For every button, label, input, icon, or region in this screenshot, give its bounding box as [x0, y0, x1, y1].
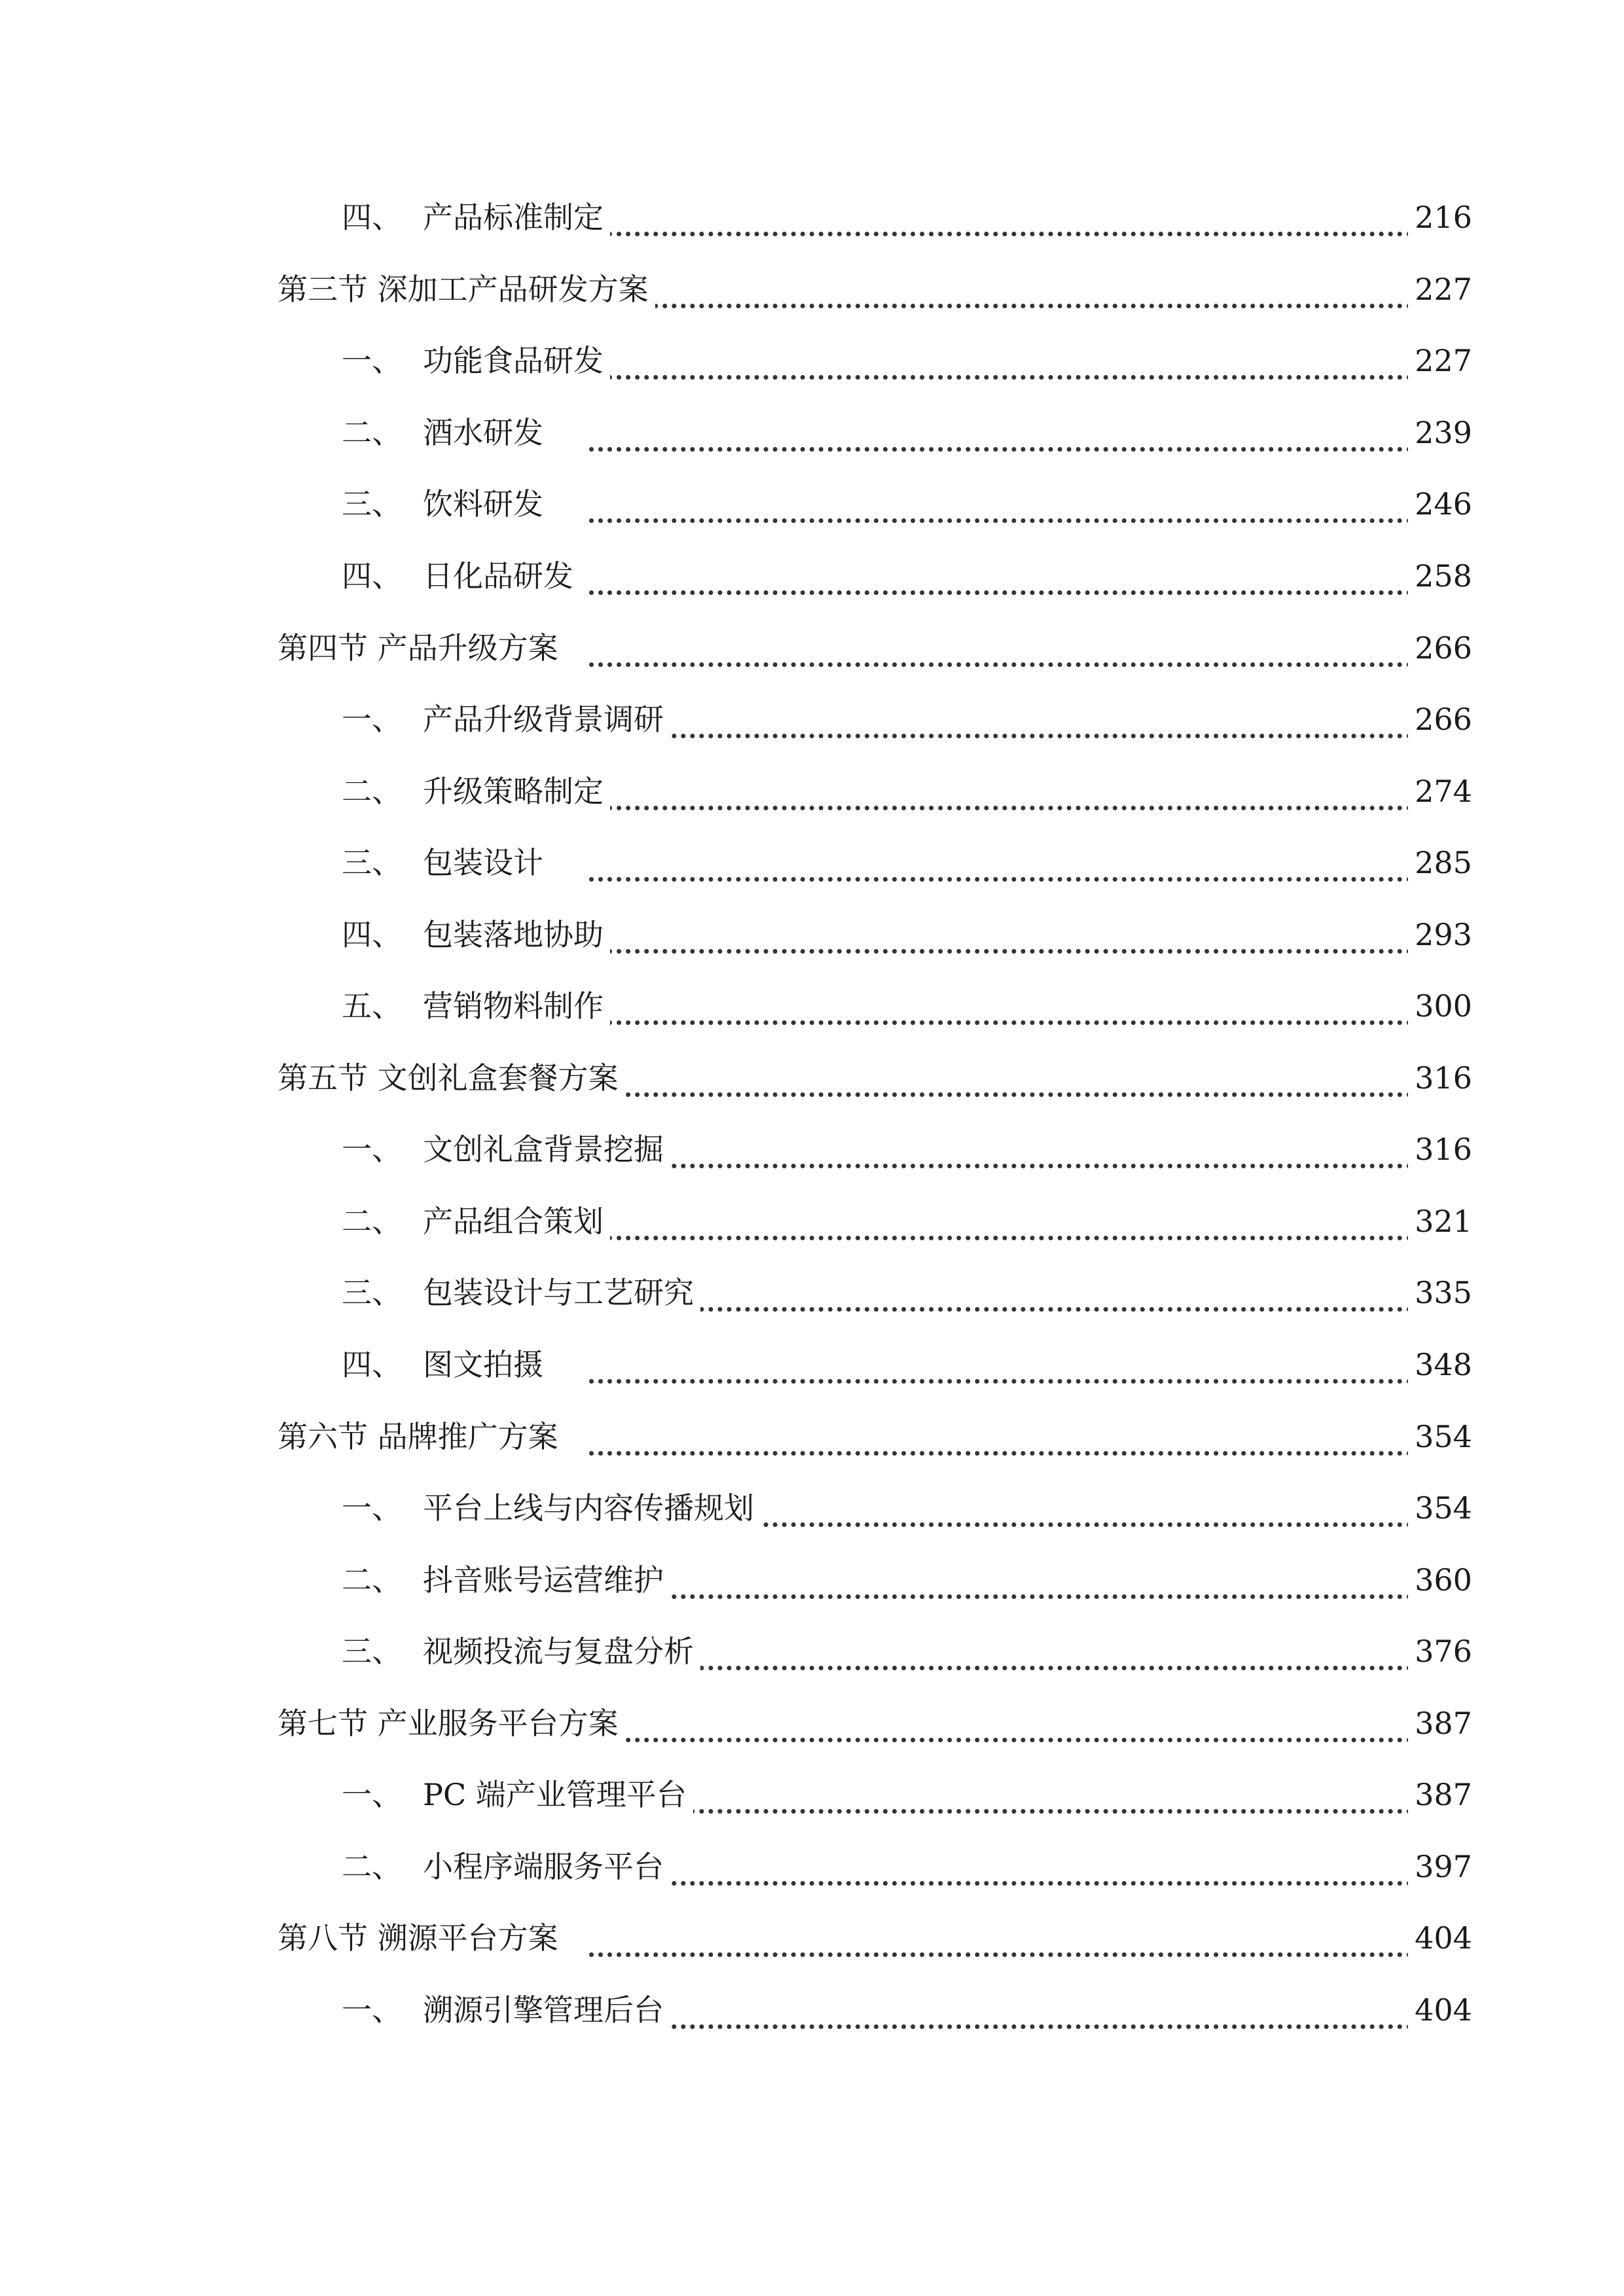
toc-dot-leader [589, 851, 1467, 882]
toc-entry-page: 376 [1408, 1625, 1472, 1677]
toc-entry-page: 227 [1408, 334, 1472, 387]
toc-dot-leader [589, 278, 1467, 308]
toc-entry[interactable] [0, 1768, 1624, 1821]
toc-entry-page: 266 [1408, 693, 1472, 745]
toc-entry[interactable] [0, 1052, 1624, 1104]
toc-entry[interactable] [0, 1912, 1624, 1964]
toc-dot-leader [589, 1425, 1467, 1456]
toc-dot-leader [589, 1998, 1467, 2029]
toc-entry-page: 258 [1408, 550, 1472, 602]
toc-entry-page: 321 [1408, 1195, 1472, 1247]
toc-dot-leader [589, 1138, 1467, 1168]
toc-entry-title: 小程序端服务平台 [423, 1840, 670, 1893]
toc-dot-leader [589, 1568, 1467, 1599]
toc-entry[interactable] [0, 1410, 1624, 1463]
toc-entry[interactable] [0, 1840, 1624, 1893]
toc-entry-title: 第八节 溯源平台方案 [278, 1912, 565, 1964]
toc-entry[interactable] [0, 478, 1624, 530]
toc-dot-leader [589, 994, 1467, 1025]
toc-entry-page: 354 [1408, 1482, 1472, 1534]
toc-entry-page: 266 [1408, 622, 1472, 674]
toc-entry-title: 酒水研发 [423, 406, 550, 459]
toc-entry[interactable] [0, 908, 1624, 961]
toc-dot-leader [589, 349, 1467, 380]
toc-entry[interactable] [0, 1123, 1624, 1175]
toc-entry-title: PC 端产业管理平台 [423, 1768, 693, 1821]
toc-dot-leader [589, 1353, 1467, 1384]
toc-entry[interactable] [0, 1195, 1624, 1247]
toc-entry-title: 第六节 品牌推广方案 [278, 1410, 565, 1463]
toc-entry[interactable] [0, 550, 1624, 602]
toc-entry-title: 抖音账号运营维护 [423, 1554, 670, 1606]
toc-entry-title: 产品标准制定 [423, 191, 610, 243]
toc-entry-title: 功能食品研发 [423, 334, 610, 387]
toc-dot-leader [589, 206, 1467, 236]
toc-dot-leader [589, 708, 1467, 738]
toc-entry-number: 三、 [342, 478, 408, 530]
toc-entry[interactable] [0, 263, 1624, 315]
toc-entry-number: 一、 [342, 693, 408, 745]
toc-dot-leader [589, 1066, 1467, 1097]
toc-entry-page: 246 [1408, 478, 1472, 530]
toc-entry[interactable] [0, 1697, 1624, 1749]
toc-dot-leader [589, 636, 1467, 667]
toc-entry-title: 饮料研发 [423, 478, 550, 530]
toc-entry[interactable] [0, 693, 1624, 745]
toc-entry-number: 二、 [342, 1840, 408, 1893]
toc-entry-page: 216 [1408, 191, 1472, 243]
toc-entry[interactable] [0, 191, 1624, 243]
toc-entry-number: 三、 [342, 1266, 408, 1319]
toc-entry-number: 三、 [342, 836, 408, 889]
toc-entry-page: 354 [1408, 1410, 1472, 1463]
toc-entry[interactable] [0, 1554, 1624, 1606]
toc-entry-number: 五、 [342, 980, 408, 1032]
toc-entry-number: 四、 [342, 191, 408, 243]
toc-entry-number: 一、 [342, 1482, 408, 1534]
toc-entry-number: 一、 [342, 1768, 408, 1821]
toc-dot-leader [589, 1210, 1467, 1240]
toc-entry-page: 274 [1408, 765, 1472, 817]
toc-entry-title: 第五节 文创礼盒套餐方案 [278, 1052, 625, 1104]
toc-entry-title: 平台上线与内容传播规划 [423, 1482, 761, 1534]
toc-entry-title: 包装设计与工艺研究 [423, 1266, 700, 1319]
toc-entry-number: 一、 [342, 1984, 408, 2036]
toc-entry-page: 227 [1408, 263, 1472, 315]
toc-dot-leader [589, 1926, 1467, 1957]
toc-entry-title: 第七节 产业服务平台方案 [278, 1697, 625, 1749]
toc-entry[interactable] [0, 406, 1624, 459]
toc-entry-title: 包装落地协助 [423, 908, 610, 961]
toc-dot-leader [589, 421, 1467, 452]
toc-entry-page: 335 [1408, 1266, 1472, 1319]
toc-entry-page: 239 [1408, 406, 1472, 459]
toc-entry[interactable] [0, 622, 1624, 674]
toc-entry-title: 产品组合策划 [423, 1195, 610, 1247]
toc-entry[interactable] [0, 836, 1624, 889]
toc-entry[interactable] [0, 765, 1624, 817]
toc-entry-page: 348 [1408, 1338, 1472, 1391]
toc-entry-number: 一、 [342, 334, 408, 387]
toc-entry-page: 404 [1408, 1912, 1472, 1964]
toc-entry-number: 二、 [342, 765, 408, 817]
toc-entry[interactable] [0, 1338, 1624, 1391]
toc-entry-title: 溯源引擎管理后台 [423, 1984, 670, 2036]
toc-entry-title: 日化品研发 [423, 550, 580, 602]
toc-entry-page: 360 [1408, 1554, 1472, 1606]
toc-entry-page: 316 [1408, 1123, 1472, 1175]
toc-dot-leader [589, 564, 1467, 595]
toc-dot-leader [589, 492, 1467, 523]
toc-entry[interactable] [0, 1482, 1624, 1534]
toc-entry-page: 300 [1408, 980, 1472, 1032]
toc-dot-leader [589, 1783, 1467, 1814]
toc-dot-leader [589, 923, 1467, 954]
toc-dot-leader [589, 1855, 1467, 1886]
toc-entry-page: 404 [1408, 1984, 1472, 2036]
toc-entry-number: 二、 [342, 1554, 408, 1606]
toc-entry-title: 营销物料制作 [423, 980, 610, 1032]
toc-entry[interactable] [0, 1266, 1624, 1319]
toc-entry-title: 包装设计 [423, 836, 550, 889]
toc-dot-leader [589, 1281, 1467, 1312]
toc-entry-number: 四、 [342, 550, 408, 602]
toc-entry-page: 387 [1408, 1768, 1472, 1821]
toc-entry-number: 四、 [342, 1338, 408, 1391]
toc-entry-number: 二、 [342, 1195, 408, 1247]
toc-entry-page: 387 [1408, 1697, 1472, 1749]
toc-entry[interactable] [0, 1984, 1624, 2036]
toc-entry-number: 二、 [342, 406, 408, 459]
toc-entry-title: 图文拍摄 [423, 1338, 550, 1391]
toc-entry-page: 293 [1408, 908, 1472, 961]
toc-entry[interactable] [0, 980, 1624, 1032]
toc-entry-title: 第四节 产品升级方案 [278, 622, 565, 674]
toc-entry-title: 升级策略制定 [423, 765, 610, 817]
toc-entry-page: 285 [1408, 836, 1472, 889]
toc-entry-title: 文创礼盒背景挖掘 [423, 1123, 670, 1175]
toc-entry-title: 视频投流与复盘分析 [423, 1625, 700, 1677]
toc-entry-page: 397 [1408, 1840, 1472, 1893]
toc-entry-title: 第三节 深加工产品研发方案 [278, 263, 655, 315]
toc-entry-number: 三、 [342, 1625, 408, 1677]
toc-dot-leader [589, 1640, 1467, 1670]
toc-entry-number: 一、 [342, 1123, 408, 1175]
toc-dot-leader [589, 1712, 1467, 1742]
toc-entry-title: 产品升级背景调研 [423, 693, 670, 745]
toc-entry[interactable] [0, 334, 1624, 387]
toc-entry-number: 四、 [342, 908, 408, 961]
toc-dot-leader [589, 780, 1467, 810]
toc-entry[interactable] [0, 1625, 1624, 1677]
toc-entry-page: 316 [1408, 1052, 1472, 1104]
